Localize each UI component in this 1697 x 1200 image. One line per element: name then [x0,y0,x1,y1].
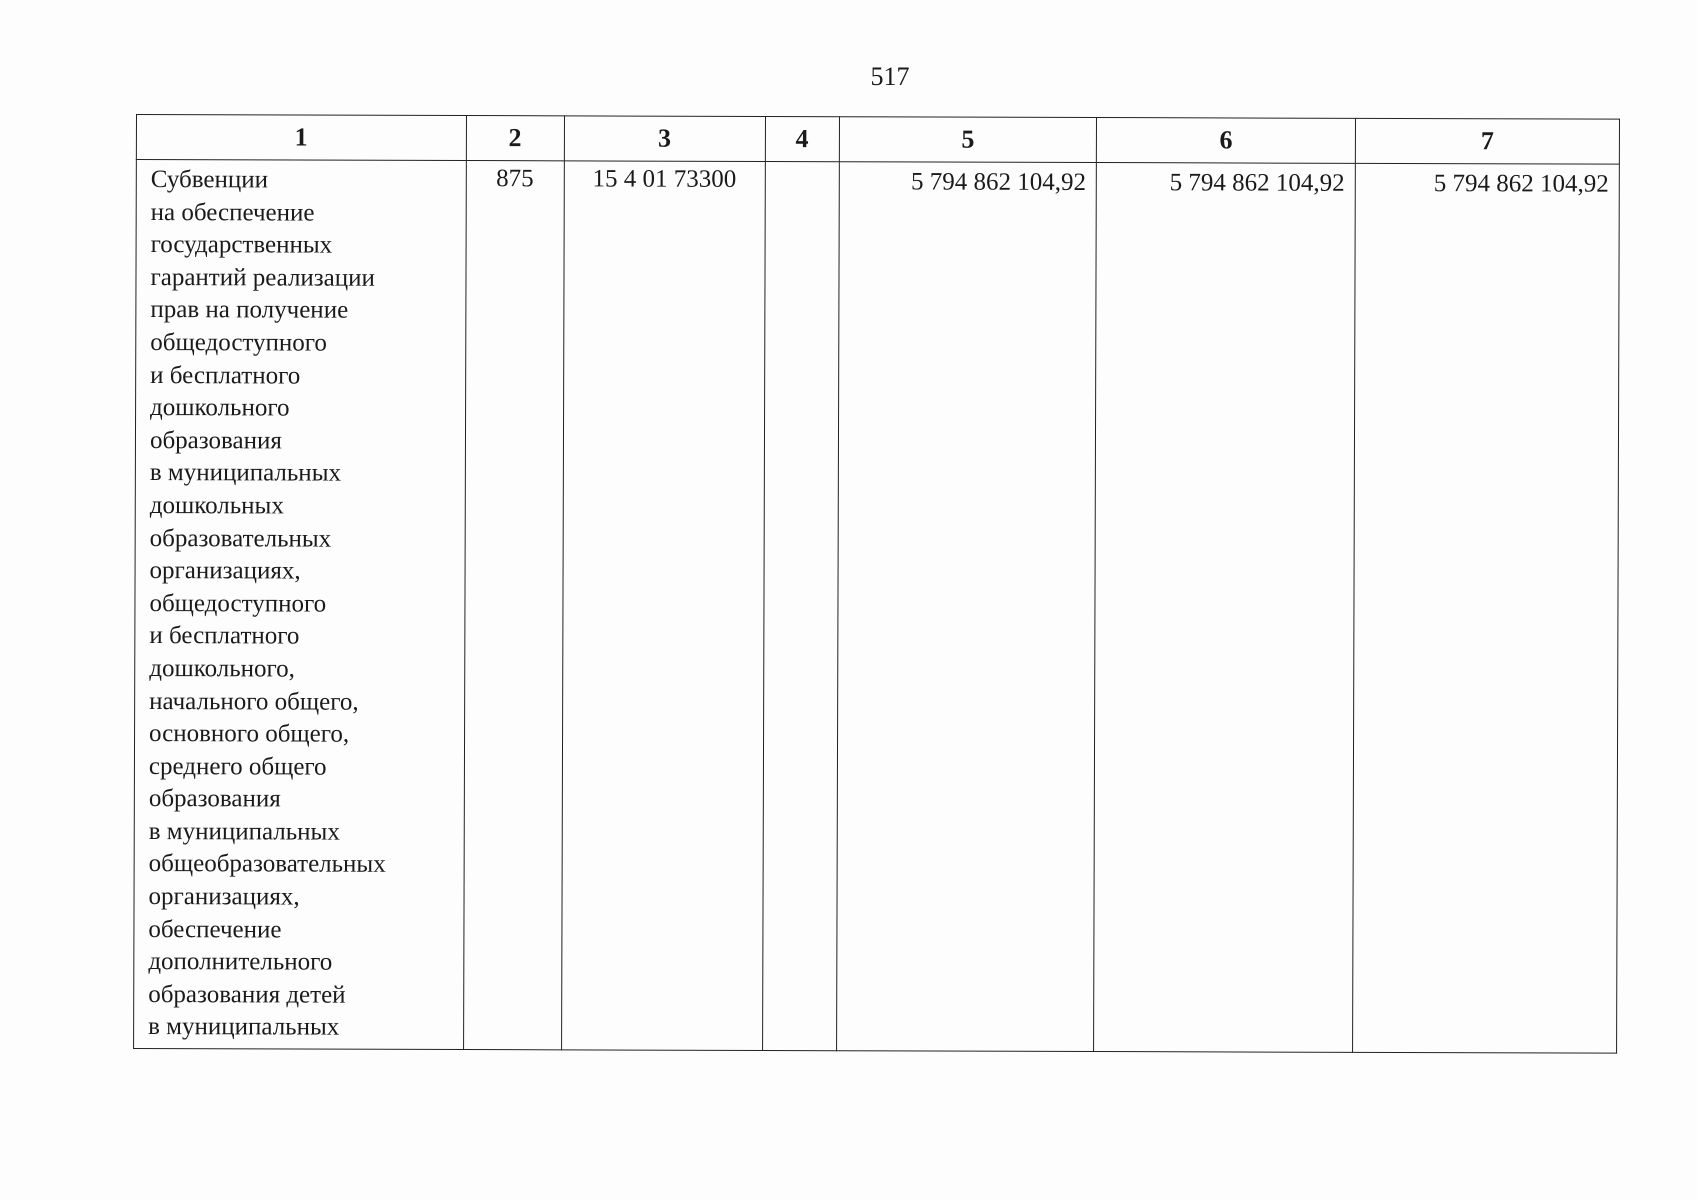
row-name-line: основного общего, [149,720,350,748]
cell-col-2-value: 875 [496,165,534,193]
row-name-line: дополнительного [148,948,333,976]
row-name-line: образования [149,426,282,455]
header-row [136,115,1619,165]
row-name-line: прав на получение [150,296,349,325]
table-row [134,160,1620,1054]
cell-name [134,160,466,1050]
row-name-line: в муниципальных [148,1013,340,1042]
header-col-1: 1 [136,115,466,161]
cell-col-4-value [765,162,838,164]
row-name-line: обеспечение [148,915,282,944]
row-name-line: на обеспечение [150,198,315,227]
row-name-line: среднего общего [148,752,327,781]
row-name-line: общедоступного [150,329,327,357]
row-name-line: образования детей [148,980,346,1009]
page-number: 517 [870,62,910,91]
cell-col-4 [762,161,839,1050]
row-name-line: дошкольного, [149,654,295,683]
row-name-line: дошкольного [150,394,290,422]
row-name-text [134,160,465,1045]
cell-col-3 [561,161,765,1051]
row-name-line: и бесплатного [150,361,301,390]
header-col-2: 2 [466,116,564,161]
header-col-3: 3 [564,116,765,162]
cell-col-7 [1352,163,1619,1053]
header-col-5: 5 [839,117,1097,163]
row-name-line: образовательных [149,524,332,553]
cell-col-7-value: 5 794 862 104,92 [1433,170,1609,198]
cell-col-2 [463,161,564,1050]
budget-table [133,114,1620,1054]
row-name-line: государственных [150,231,333,259]
row-name-line: образования [148,785,281,813]
row-name-line: в муниципальных [149,459,342,487]
cell-col-3-value: 15 4 01 73300 [592,165,737,193]
row-name-line: и бесплатного [149,622,300,650]
row-name-line: организациях, [149,557,301,585]
row-name-line: общедоступного [149,589,327,618]
row-name-line: гарантий реализации [150,263,375,292]
row-name-line: Субвенции [150,166,269,194]
row-name-line: общеобразовательных [148,850,386,879]
header-col-7: 7 [1355,118,1619,164]
cell-col-6 [1094,163,1355,1053]
row-name-line: дошкольных [149,491,284,520]
cell-col-6-value: 5 794 862 104,92 [1169,169,1345,197]
header-col-4: 4 [765,116,839,161]
cell-col-5 [836,162,1096,1052]
row-name-line: начального общего, [149,687,359,716]
row-name-line: организациях, [148,883,300,911]
header-col-6: 6 [1097,118,1356,164]
row-name-line: в муниципальных [148,817,340,846]
cell-col-5-value: 5 794 862 104,92 [911,168,1087,196]
